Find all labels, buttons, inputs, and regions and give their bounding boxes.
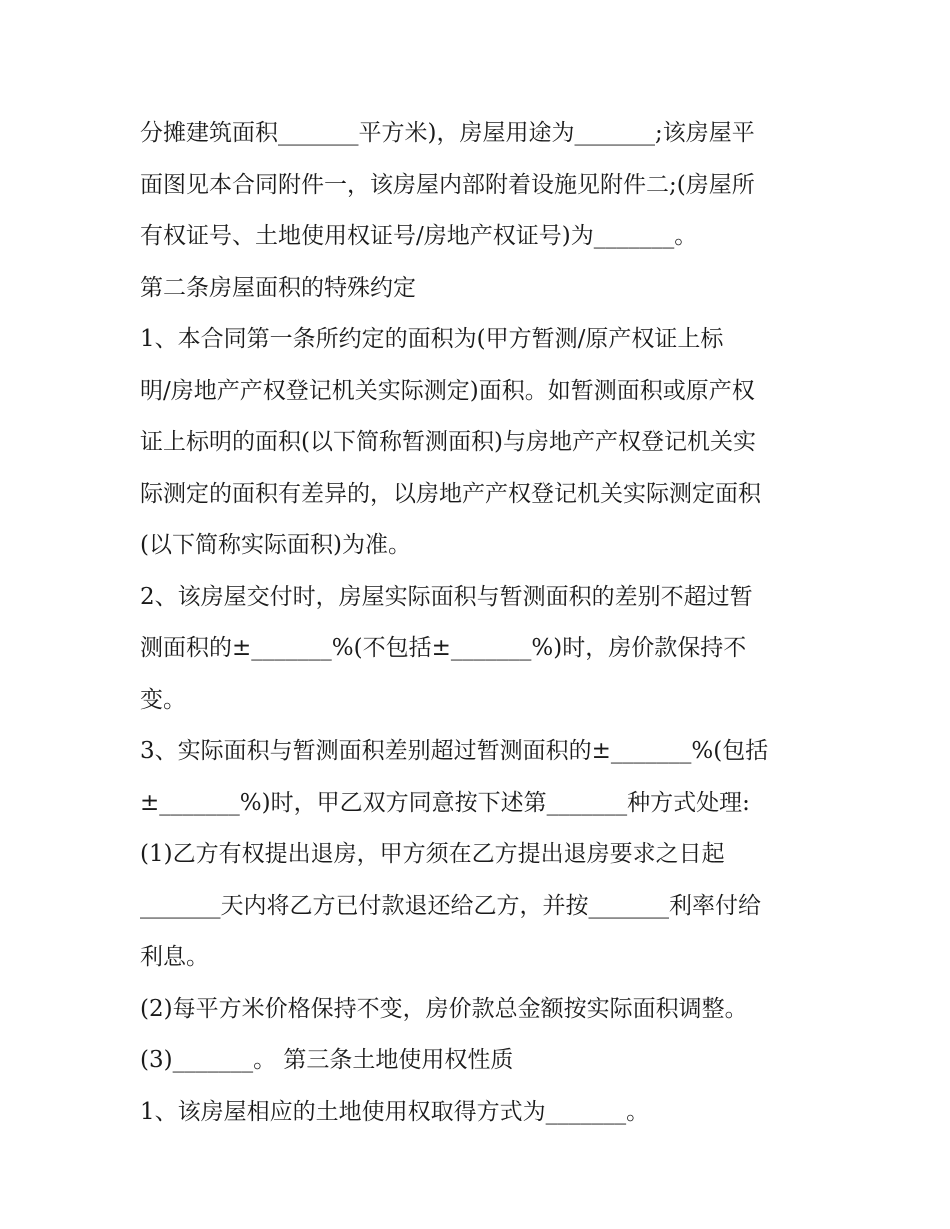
text-line: 变。: [140, 686, 186, 713]
text-line: 有权证号、土地使用权证号/房地产权证号)为_______。: [140, 223, 698, 249]
section-heading: 第二条房屋面积的特殊约定: [140, 274, 416, 301]
text-line: 利息。: [140, 944, 209, 970]
text-line: 明/房地产产权登记机关实际测定)面积。如暂测面积或原产权: [140, 377, 755, 404]
text-line: 分摊建筑面积_______平方米)，房屋用途为_______;该房屋平: [140, 120, 755, 146]
text-line: (以下简称实际面积)为准。: [140, 532, 411, 558]
text-line: 测面积的±_______%(不包括±_______%)时，房价款保持不: [140, 635, 747, 661]
text-line: 3、实际面积与暂测面积差别超过暂测面积的±_______%(包括: [140, 738, 769, 764]
text-line: (2)每平方米价格保持不变，房价款总金额按实际面积调整。: [140, 995, 748, 1022]
text-line: 证上标明的面积(以下简称暂测面积)与房地产产权登记机关实: [140, 429, 756, 455]
text-line: 际测定的面积有差异的，以房地产产权登记机关实际测定面积: [140, 480, 761, 507]
text-line: ±_______%)时，甲乙双方同意按下述第_______种方式处理:: [140, 789, 750, 816]
text-line: 1、本合同第一条所约定的面积为(甲方暂测/原产权证上标: [140, 326, 724, 352]
text-line: 面图见本合同附件一，该房屋内部附着设施见附件二;(房屋所: [140, 171, 755, 198]
text-line: 1、该房屋相应的土地使用权取得方式为_______。: [140, 1098, 650, 1125]
text-line: (1)乙方有权提出退房，甲方须在乙方提出退房要求之日起: [140, 841, 725, 867]
contract-body-text: [140, 108, 820, 1138]
text-line: _______天内将乙方已付款退还给乙方，并按_______利率付给: [140, 892, 761, 919]
text-line: 2、该房屋交付时，房屋实际面积与暂测面积的差别不超过暂: [140, 583, 753, 610]
text-line: (3)_______。 第三条土地使用权性质: [140, 1047, 514, 1073]
